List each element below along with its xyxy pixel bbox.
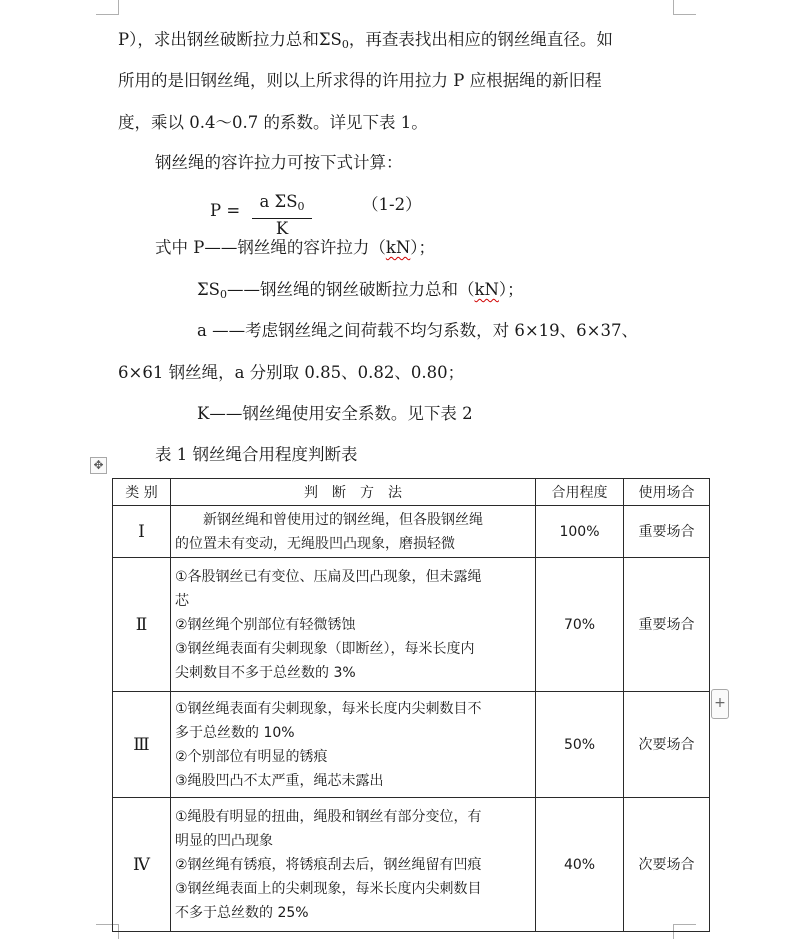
table-row xyxy=(113,692,710,798)
header-method: 判 断 方 法 xyxy=(171,479,536,506)
description-line: ②钢丝绳个别部位有轻微锈蚀 xyxy=(175,616,356,633)
row-usage: 次要场合 xyxy=(624,692,710,798)
paragraph-line-1: P），求出钢丝破断拉力总和$\Sigma S_0$，再查表找出相应的钢丝绳直径。如 xyxy=(118,30,613,51)
table-header-row xyxy=(113,479,710,506)
wire-rope-assessment-table xyxy=(112,478,710,932)
row-degree: 40% xyxy=(536,798,624,932)
row-description xyxy=(171,506,536,558)
definition-a-line-2: 6×61 钢丝绳，a 分别取 0.85、0.82、0.80； xyxy=(118,363,465,382)
description-line: 多于总丝数的 10% xyxy=(175,724,295,741)
table-row xyxy=(113,798,710,932)
page-corner-mark-top-left xyxy=(96,0,119,15)
definition-p: 式中 P——钢丝绳的容许拉力（kN）； xyxy=(155,238,436,257)
description-line: ①绳股有明显的扭曲，绳股和钢丝有部分变位，有 xyxy=(175,808,482,825)
formula-denominator: K xyxy=(275,219,289,238)
table-row xyxy=(113,506,710,558)
description-line: 尖刺数目不多于总丝数的 3% xyxy=(175,664,356,681)
row-category: Ⅱ xyxy=(113,558,171,692)
row-description xyxy=(171,692,536,798)
definition-k: K——钢丝绳使用安全系数。见下表 2 xyxy=(197,404,473,423)
formula-lhs: P = xyxy=(210,201,241,220)
row-category: Ⅰ xyxy=(113,506,171,558)
row-degree: 100% xyxy=(536,506,624,558)
row-category: Ⅳ xyxy=(113,798,171,932)
description-line: 芯 xyxy=(175,592,189,609)
table-row xyxy=(113,558,710,692)
plus-icon[interactable]: + xyxy=(711,689,729,719)
page-corner-mark-top-right xyxy=(673,0,696,15)
header-category: 类 别 xyxy=(113,479,171,506)
move-arrows-icon[interactable]: ✥ xyxy=(90,457,107,474)
paragraph-formula-intro: 钢丝绳的容许拉力可按下式计算： xyxy=(155,153,403,172)
paragraph-line-3: 度，乘以 0.4～0.7 的系数。详见下表 1。 xyxy=(118,113,428,132)
row-usage: 重要场合 xyxy=(624,558,710,692)
description-line: ③钢丝绳表面上的尖刺现象，每米长度内尖刺数目 xyxy=(175,880,482,897)
formula-numerator: a $\Sigma S_0$ xyxy=(259,192,305,213)
row-usage: 次要场合 xyxy=(624,798,710,932)
description-line: ③绳股凹凸不太严重，绳芯未露出 xyxy=(175,772,384,789)
table-caption: 表 1 钢丝绳合用程度判断表 xyxy=(155,445,358,464)
formula-number: （1-2） xyxy=(362,195,422,214)
definition-a-line-1: a ——考虑钢丝绳之间荷载不均匀系数，对 6×19、6×37、 xyxy=(197,321,638,340)
description-line: ①钢丝绳表面有尖刺现象，每米长度内尖刺数目不 xyxy=(175,700,482,717)
description-line: 明显的凹凸现象 xyxy=(175,832,273,849)
paragraph-line-2: 所用的是旧钢丝绳，则以上所求得的许用拉力 P 应根据绳的新旧程 xyxy=(118,71,602,90)
description-line: ①各股钢丝已有变位、压扁及凹凸现象，但未露绳 xyxy=(175,568,482,585)
definition-sum-s0: $\Sigma S_0——$钢丝绳的钢丝破断拉力总和（kN）； xyxy=(197,280,524,301)
description-line: 的位置未有变动，无绳股凹凸现象，磨损轻微 xyxy=(175,535,455,552)
description-line: ③钢丝绳表面有尖刺现象（即断丝），每米长度内 xyxy=(175,640,475,657)
row-description xyxy=(171,798,536,932)
row-degree: 70% xyxy=(536,558,624,692)
description-line: ②个别部位有明显的锈痕 xyxy=(175,748,328,765)
description-line: 新钢丝绳和曾使用过的钢丝绳，但各股钢丝绳 xyxy=(175,511,483,528)
formula-fraction xyxy=(252,192,312,239)
row-category: Ⅲ xyxy=(113,692,171,798)
row-degree: 50% xyxy=(536,692,624,798)
description-line: 不多于总丝数的 25% xyxy=(175,904,309,921)
description-line: ②钢丝绳有锈痕，将锈痕刮去后，钢丝绳留有凹痕 xyxy=(175,856,482,873)
row-description xyxy=(171,558,536,692)
row-usage: 重要场合 xyxy=(624,506,710,558)
header-degree: 合用程度 xyxy=(536,479,624,506)
header-usage: 使用场合 xyxy=(624,479,710,506)
